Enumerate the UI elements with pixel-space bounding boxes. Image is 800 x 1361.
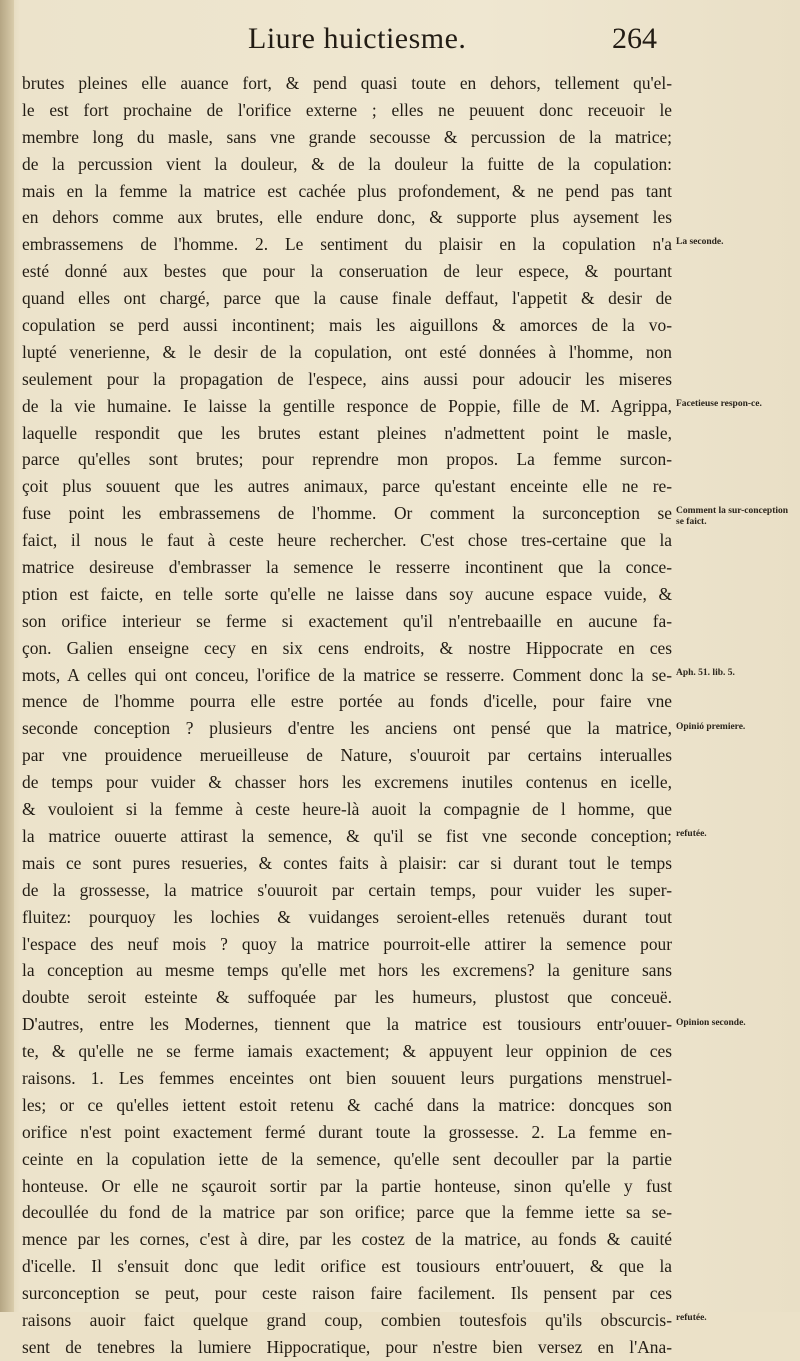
text-line: seconde conception ? plusieurs d'entre les anciens ont pensé que la matrice, [22,718,672,739]
text-line: raisons. 1. Les femmes enceintes ont bien souuent leurs purgations menstruel- [22,1067,672,1088]
margin-note: refutée. [676,829,707,840]
text-line: raisons auoir faict quelque grand coup, combien toutesfois qu'ils obscurcis- [22,1309,672,1330]
text-line: & vouloient si la femme à ceste heure-là auoit la compagnie de l homme, que [22,799,672,820]
text-line: de la percussion vient la douleur, & de la douleur la fuitte de la copulation: [22,153,672,174]
text-line: membre long du masle, sans vne grande secousse & percussion de la matrice; [22,126,672,147]
text-line: sent de tenebres la lumiere Hippocratique, pour n'estre bien versez en l'Ana- [22,1336,672,1357]
text-line: parce qu'elles sont brutes; pour reprendre mon propos. La femme surcon- [22,449,672,470]
text-line: honteuse. Or elle ne sçauroit sortir par la partie honteuse, sinon qu'elle y fust [22,1175,672,1196]
text-line: brutes pleines elle auance fort, & pend quasi toute en dehors, tellement qu'el- [22,73,672,93]
page-header [0,20,800,64]
page-number: 264 [612,22,657,55]
text-line: matrice desireuse d'embrasser la semence le resserre incontinent que la conce- [22,557,672,578]
text-line: ption est faicte, en telle sorte qu'elle ne laisse dans soy aucune espace vuide, & [22,583,672,604]
text-line: l'espace des neuf mois ? quoy la matrice pourroit-elle attirer la semence pour [22,933,672,954]
margin-note: Aph. 51. lib. 5. [676,667,735,678]
text-line: mence par les cornes, c'est à dire, par les costez de la matrice, au fonds & cauité [22,1229,672,1250]
text-line: fluitez: pourquoy les lochies & vuidanges seroient-elles retenuës durant tout [22,906,672,927]
text-line: çon. Galien enseigne cecy en six cens endroits, & nostre Hippocrate en ces [22,637,672,658]
text-line: de la vie humaine. Ie laisse la gentille responce de Poppie, fille de M. Agrippa, [22,395,672,416]
page-spine-shadow [0,0,14,1312]
text-line: de la grossesse, la matrice s'ouuroit par certain temps, pour vuider les super- [22,879,672,900]
text-line: en dehors comme aux brutes, elle endure donc, & supporte plus aysement les [22,207,672,228]
text-line: mots, A celles qui ont conceu, l'orifice de la matrice se resserre. Comment donc la se- [22,664,672,685]
margin-note: Opinion seconde. [676,1017,746,1028]
text-line: embrassemens de l'homme. 2. Le sentiment du plaisir en la copulation n'a [22,234,672,255]
text-line: orifice n'est point exactement fermé durant toute la grossesse. 2. La femme en- [22,1121,672,1142]
text-line: çoit plus souuent que les autres animaux, parce qu'estant enceinte elle ne re- [22,476,672,497]
text-line: de temps pour vuider & chasser hors les excremens inutiles contenus en icelle, [22,772,672,793]
text-line: esté donné aux bestes que pour la conseruation de leur espece, & pourtant [22,261,672,282]
margin-note: La seconde. [676,237,724,248]
margin-note: refutée. [676,1313,707,1324]
margin-notes [676,70,800,1324]
text-line: mence de l'homme pourra elle estre portée au fonds d'icelle, pour faire vne [22,691,672,712]
margin-note: Opinió premiere. [676,721,746,732]
text-line: les; or ce qu'elles iettent estoit retenu & caché dans la matrice: doncques son [22,1094,672,1115]
text-line: ceinte en la copulation iette de la semence, qu'elle sent decouller par la partie [22,1148,672,1169]
text-line: la matrice ouuerte attirast la semence, & qu'il se fist vne seconde conception; [22,825,672,846]
text-line: mais ce sont pures resueries, & contes faits à plaisir: car si durant tout le temps [22,852,672,873]
text-line: le est fort prochaine de l'orifice externe ; elles ne peuuent donc receuoir le [22,99,672,120]
text-line: surconception se peut, pour ceste raison faire facilement. Ils pensent par ces [22,1283,672,1304]
text-line: copulation se perd aussi incontinent; mais les aiguillons & amorces de la vo- [22,315,672,336]
text-line: la conception au mesme temps qu'elle met hors les excremens? la geniture sans [22,960,672,981]
text-line: faict, il nous le faut à ceste heure rechercher. C'est chose tres-certaine que la [22,530,672,551]
text-line: fuse point les embrassemens de l'homme. Or comment la surconception se [22,503,672,524]
text-line: lupté venerienne, & le desir de la copulation, ont esté données à l'homme, non [22,341,672,362]
text-line: seulement pour la propagation de l'espece, ains aussi pour adoucir les miseres [22,368,672,389]
body-text [22,70,672,1361]
text-line: son orifice interieur se ferme si exactement qu'il n'entrebaaille en aucune fa- [22,610,672,631]
text-line: doubte seroit esteinte & suffoquée par les humeurs, plustost que conceuë. [22,987,672,1008]
text-line: d'icelle. Il s'ensuit donc que ledit orifice est tousiours entr'ouuert, & que la [22,1256,672,1277]
text-line: mais en la femme la matrice est cachée plus profondement, & ne pend pas tant [22,180,672,201]
running-title: Liure huictiesme. [248,22,467,55]
text-line: par vne prouidence merueilleuse de Nature, s'ouuroit par certains interualles [22,745,672,766]
text-line: D'autres, entre les Modernes, tiennent que la matrice est tousiours entr'ouuer- [22,1014,672,1035]
text-line: laquelle respondit que les brutes estant pleines n'admettent point le masle, [22,422,672,443]
text-line: decoullée du fond de la matrice par son orifice; parce que la femme iette sa se- [22,1202,672,1223]
text-line: te, & qu'elle ne se ferme iamais exactement; & appuyent leur oppinion de ces [22,1041,672,1062]
margin-note: Comment la sur-conception se faict. [676,506,789,528]
margin-note: Facetieuse respon-ce. [676,398,762,409]
text-line: quand elles ont chargé, parce que la cause finale deffaut, l'appetit & desir de [22,288,672,309]
